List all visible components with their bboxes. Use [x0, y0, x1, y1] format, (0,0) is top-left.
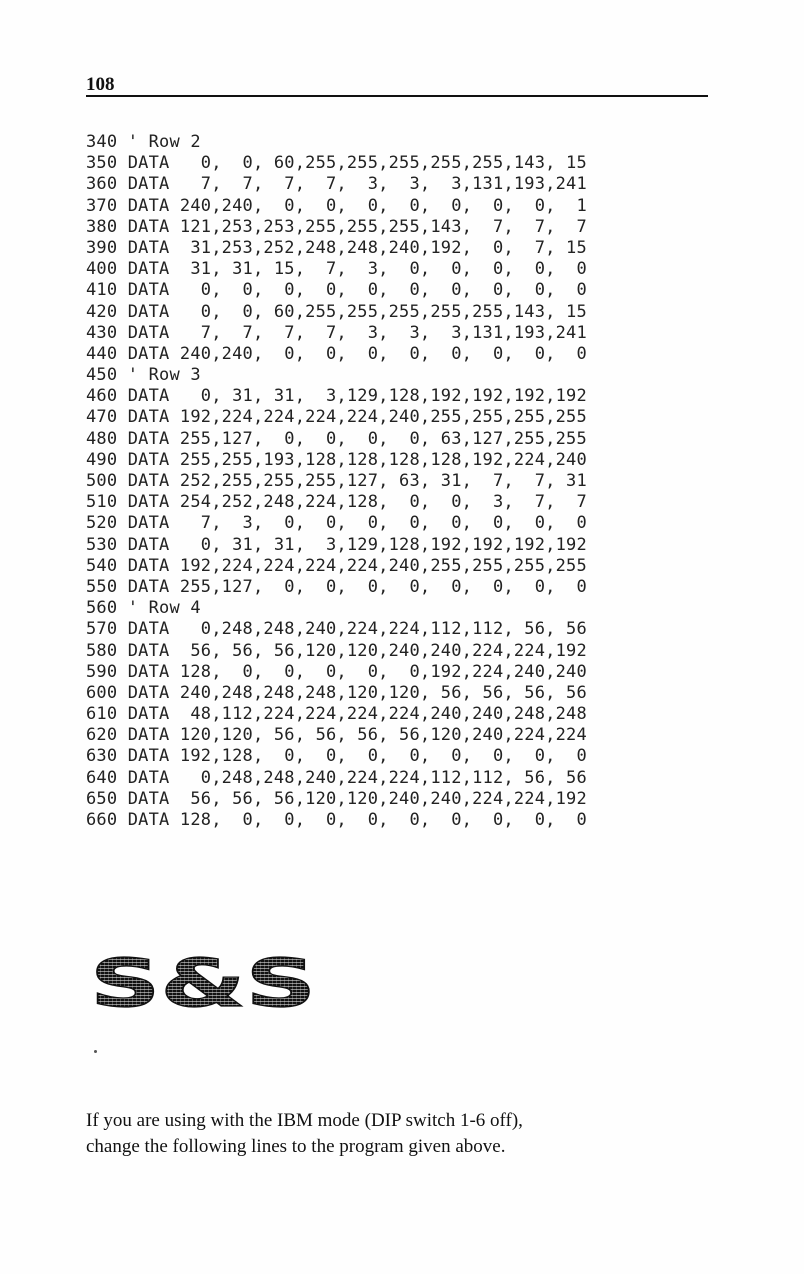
code-line: 550 DATA 255,127, 0, 0, 0, 0, 0, 0, 0, 0: [86, 576, 587, 597]
code-line: 540 DATA 192,224,224,224,224,240,255,255,255,255: [86, 555, 587, 576]
code-line: 470 DATA 192,224,224,224,224,240,255,255,255,255: [86, 407, 587, 428]
code-line: 490 DATA 255,255,193,128,128,128,128,192,224,240: [86, 449, 587, 470]
code-line: 590 DATA 128, 0, 0, 0, 0, 0,192,224,240,240: [86, 661, 587, 682]
code-line: 360 DATA 7, 7, 7, 7, 3, 3, 3,131,193,241: [86, 174, 587, 195]
code-line: 640 DATA 0,248,248,240,224,224,112,112, 56, 56: [86, 767, 587, 788]
code-line: 340 ' Row 2: [86, 132, 201, 152]
code-line: 440 DATA 240,240, 0, 0, 0, 0, 0, 0, 0, 0: [86, 343, 587, 364]
code-line: 560 ' Row 4: [86, 598, 201, 619]
instruction-line: change the following lines to the program given above.: [86, 1136, 506, 1157]
code-listing: [86, 132, 746, 831]
code-line: 610 DATA 48,112,224,224,224,224,240,240,248,248: [86, 704, 587, 725]
code-line: 410 DATA 0, 0, 0, 0, 0, 0, 0, 0, 0, 0: [86, 280, 587, 301]
code-line: 620 DATA 120,120, 56, 56, 56, 56,120,240,224,224: [86, 725, 587, 746]
code-line: 660 DATA 128, 0, 0, 0, 0, 0, 0, 0, 0, 0: [86, 810, 587, 830]
code-line: 450 ' Row 3: [86, 365, 201, 386]
code-line: 600 DATA 240,248,248,248,120,120, 56, 56, 56, 56: [86, 682, 587, 703]
code-line: 350 DATA 0, 0, 60,255,255,255,255,255,143, 15: [86, 153, 587, 174]
code-line: 420 DATA 0, 0, 60,255,255,255,255,255,143, 15: [86, 301, 587, 322]
instruction-line: If you are using with the IBM mode (DIP switch 1-6 off),: [86, 1110, 523, 1131]
code-line: 400 DATA 31, 31, 15, 7, 3, 0, 0, 0, 0, 0: [86, 259, 587, 280]
header-rule: [86, 95, 708, 97]
code-line: 370 DATA 240,240, 0, 0, 0, 0, 0, 0, 0, 1: [86, 195, 587, 216]
code-line: 580 DATA 56, 56, 56,120,120,240,240,224,224,192: [86, 640, 587, 661]
code-line: 650 DATA 56, 56, 56,120,120,240,240,224,224,192: [86, 788, 587, 809]
code-line: 520 DATA 7, 3, 0, 0, 0, 0, 0, 0, 0, 0: [86, 513, 587, 534]
code-line: 500 DATA 252,255,255,255,127, 63, 31, 7, 7, 31: [86, 471, 587, 491]
stray-mark: [94, 1050, 97, 1053]
s-and-s-logo: [90, 952, 330, 1012]
instruction-paragraph: [86, 1108, 716, 1160]
code-line: 460 DATA 0, 31, 31, 3,129,128,192,192,192,192: [86, 386, 587, 407]
code-line: 570 DATA 0,248,248,240,224,224,112,112, 56, 56: [86, 619, 587, 640]
code-line: 380 DATA 121,253,253,255,255,255,143, 7, 7, 7: [86, 216, 587, 237]
page-number: 108: [86, 74, 115, 95]
code-line: 480 DATA 255,127, 0, 0, 0, 0, 63,127,255,255: [86, 428, 587, 449]
code-line: 630 DATA 192,128, 0, 0, 0, 0, 0, 0, 0, 0: [86, 746, 587, 767]
code-line: 390 DATA 31,253,252,248,248,240,192, 0, 7, 15: [86, 237, 587, 258]
code-line: 430 DATA 7, 7, 7, 7, 3, 3, 3,131,193,241: [86, 322, 587, 343]
code-line: 510 DATA 254,252,248,224,128, 0, 0, 3, 7, 7: [86, 492, 587, 513]
logo-text: S&S: [90, 952, 316, 1012]
code-line: 530 DATA 0, 31, 31, 3,129,128,192,192,192,192: [86, 534, 587, 555]
